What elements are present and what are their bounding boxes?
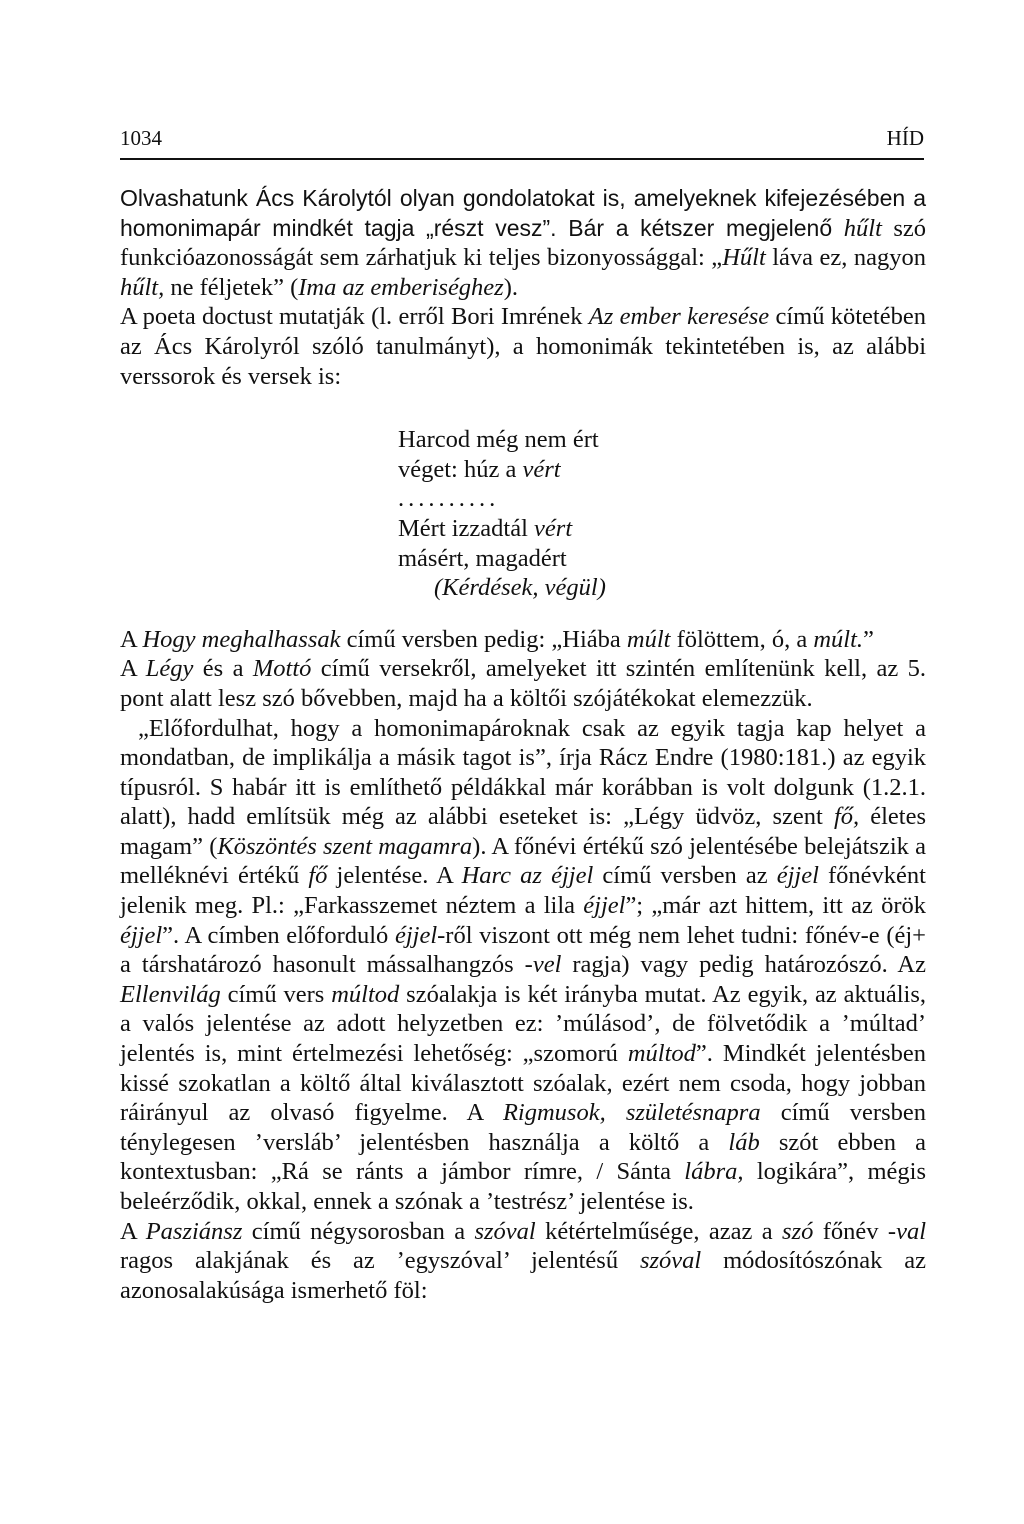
paragraph-3: A Hogy meghalhassak című versben pedig: „Hiába múlt fölöttem, ó, a múlt.”: [120, 625, 874, 653]
poem-quote: [398, 425, 926, 603]
poem-line-2: véget: húz a vért: [398, 455, 561, 483]
poem-source: (Kérdések, végül): [434, 574, 606, 602]
page-number: 1034: [120, 126, 162, 150]
poem-ellipsis: ..........: [398, 485, 500, 513]
page-header: [120, 126, 924, 151]
paragraph-2: A poeta doctust mutatják (l. erről Bori Imrének Az ember keresése című kötetében az Ács Károlyról szóló tanulmányt), a homonimák tekintetében is, az alábbi verssorok és versek is:: [120, 303, 926, 390]
poem-line-3: Mért izzadtál vért: [398, 514, 573, 542]
running-title: HÍD: [886, 126, 924, 150]
header-rule: [120, 158, 924, 160]
paragraph-1: Olvashatunk Ács Károlytól olyan gondolatokat is, amelyeknek kifejezésében a homonimapár mindkét tagja „részt vesz”. Bár a kétszer megjelenő hűlt szó funkcióazonosságát sem zárhatjuk ki teljes bizonyossággal: „Hűlt láva ez, nagyon hűlt, ne féljetek” (Ima az emberiséghez).: [120, 185, 926, 301]
poem-line-1: Harcod még nem ért: [398, 426, 599, 454]
body-text: [120, 184, 926, 1305]
paragraph-4: A Légy és a Mottó című versekről, amelyeket itt szintén említenünk kell, az 5. pont alatt lesz szó bővebben, majd ha a költői szójátékokat elemezzük.: [120, 655, 926, 712]
paragraph-5: „Előfordulhat, hogy a homonimapároknak csak az egyik tagja kap helyet a mondatban, de implikálja a másik tagot is”, írja Rácz Endre (1980:181.) az egyik típusról. S habár itt is említhető példákkal már korábban is volt dolgunk (1.2.1. alatt), hadd említsük még az alábbi eseteket is: „Légy üdvöz, szent fő, életes magam” (Köszöntés szent magamra). A főnévi értékű szó jelentésébe belejátszik a melléknévi értékű fő jelentése. A Harc az éjjel című versben az éjjel főnévként jelenik meg. Pl.: „Farkasszemet néztem a lila éjjel”; „már azt hittem, itt az örök éjjel”. A címben előforduló éjjel-ről viszont ott még nem lehet tudni: főnév-e (éj+ a társhatározó hasonult mássalhangzós -vel ragja) vagy pedig határozószó. Az Ellenvilág című vers múltod szóalakja is két irányba mutat. Az egyik, az aktuális, a valós jelentése az adott helyzetben ez: ’múlásod’, de fölvetődik a ’múltad’ jelentés is, mint értelmezési lehetőség: „szomorú múltod”. Mindkét jelentésben kissé szokatlan a költő által kiválasztott szóalak, ezért nem csoda, hogy jobban ráirányul az olvasó figyelme. A Rigmusok, születésnapra című versben ténylegesen ’versláb’ jelentésben használja a költő a láb szót ebben a kontextusban: „Rá se ránts a jámbor rímre, / Sánta lábra, logikára”, mégis beleérződik, okkal, ennek a szónak a ’testrész’ jelentése is.: [120, 714, 927, 1215]
poem-line-4: másért, magadért: [398, 544, 567, 572]
paragraph-6: A Pasziánsz című négysorosban a szóval kétértelműsége, azaz a szó főnév -val ragos alakjának és az ’egyszóval’ jelentésű szóval módosítószónak az azonosalakúsága ismerhető föl:: [120, 1217, 926, 1304]
